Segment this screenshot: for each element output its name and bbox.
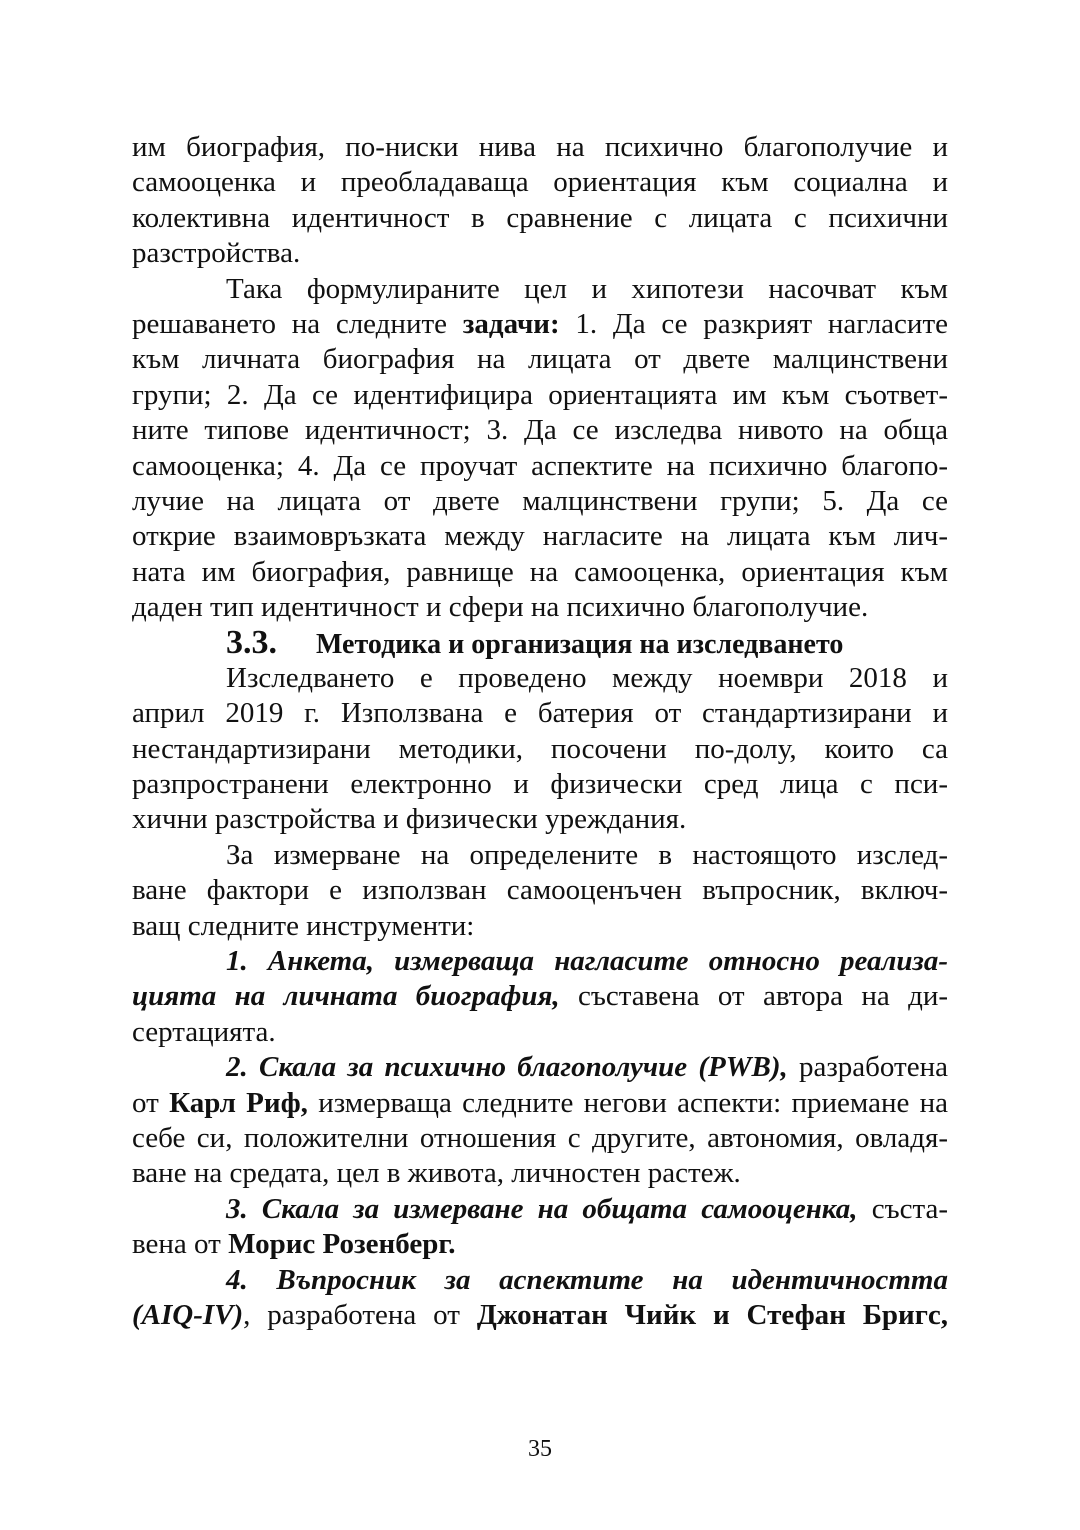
- text-line: самооценка и преобладаваща ориентация към социална и: [132, 166, 948, 199]
- text-line: 4. Въпросник за аспектите на идентичността: [226, 1263, 948, 1296]
- author-name: Карл Риф,: [169, 1086, 308, 1119]
- text-line: [132, 979, 948, 1014]
- page-number: 35: [528, 1436, 552, 1462]
- text-line: сертацията.: [132, 1015, 276, 1048]
- text-line: ване фактори е използван самооценъчен въпросник, включ-: [132, 874, 948, 907]
- text-line: април 2019 г. Използвана е батерия от стандартизирани и: [132, 697, 948, 730]
- bold-term: задачи:: [462, 307, 560, 340]
- text-line: Така формулираните цел и хипотези насочват към: [226, 272, 948, 305]
- paragraph: [132, 1263, 948, 1334]
- paragraph: [132, 944, 948, 1050]
- paragraph: [132, 838, 948, 944]
- text-line: ващ следните инструменти:: [132, 909, 475, 942]
- text-line: лучие на лицата от двете малцинствени групи; 5. Да се: [132, 484, 948, 517]
- text-span: от: [132, 1086, 170, 1119]
- text-line: даден тип идентичност и сфери на психично благополучие.: [132, 591, 869, 624]
- text-line: колективна идентичност в сравнение с лицата с психични: [132, 201, 948, 234]
- text-span: разработена: [787, 1051, 948, 1084]
- paragraph: [132, 1050, 948, 1192]
- text-span: 1. Да се разкрият нагласите: [559, 307, 948, 340]
- text-line: разпространени електронно и физически сред лица с пси-: [132, 768, 948, 801]
- instrument-title: 2. Скала за психично благополучие (PWB),: [226, 1051, 788, 1084]
- text-span: съставена от автора на ди-: [559, 980, 948, 1013]
- text-line: [132, 1227, 948, 1262]
- text-span: измерваща следните негови аспекти: приемане на: [307, 1086, 948, 1119]
- paragraph: [132, 130, 948, 272]
- text-span: вена от: [132, 1228, 229, 1261]
- text-line: групи; 2. Да се идентифицира ориентацията им към съответ-: [132, 378, 948, 411]
- text-line: себе си, положителни отношения с другите, автономия, овладя-: [132, 1121, 948, 1154]
- paragraph: [132, 272, 948, 626]
- text-line: [132, 1298, 948, 1333]
- instrument-abbreviation: (AIQ-IV): [132, 1298, 244, 1331]
- section-title: Методика и организация на изследването: [316, 629, 844, 661]
- document-page: [132, 130, 948, 1333]
- author-name: Джонатан Чийк и Стефан Бригс,: [476, 1298, 948, 1331]
- text-line: [132, 1192, 948, 1227]
- instrument-title: цията на личната биография,: [132, 980, 560, 1013]
- text-line: [132, 1086, 948, 1121]
- text-line: За измерване на определените в настоящото изслед-: [226, 838, 948, 871]
- text-line: разстройства.: [132, 237, 301, 270]
- text-line: 1. Анкета, измерваща нагласите относно реализа-: [226, 944, 948, 977]
- text-line: самооценка; 4. Да се проучат аспектите на психично благопо-: [132, 449, 948, 482]
- text-line: [132, 1050, 948, 1085]
- text-span: решаването на следните: [132, 307, 463, 340]
- text-line: ване на средата, цел в живота, личностен растеж.: [132, 1157, 741, 1190]
- text-line: ната им биография, равнище на самооценка, ориентация към: [132, 555, 948, 588]
- text-line: към личната биография на лицата от двете малцинствени: [132, 343, 948, 376]
- text-line: открие взаимовръзката между нагласите на лицата към лич-: [132, 520, 948, 553]
- paragraph: [132, 661, 948, 838]
- text-span: , разработена от: [243, 1298, 477, 1331]
- text-line: ните типове идентичност; 3. Да се изследва нивото на обща: [132, 414, 948, 447]
- paragraph: [132, 1192, 948, 1263]
- section-number: 3.3.: [226, 624, 277, 662]
- text-line: хични разстройства и физически уреждания.: [132, 803, 687, 836]
- section-heading: [132, 625, 948, 660]
- text-span: съста-: [857, 1192, 948, 1225]
- text-line: им биография, по-ниски нива на психично благополучие и: [132, 131, 948, 163]
- text-line: нестандартизирани методики, посочени по-долу, които са: [132, 732, 948, 765]
- text-line: [132, 307, 948, 342]
- text-line: Изследването е проведено между ноември 2018 и: [226, 661, 948, 694]
- instrument-title: 3. Скала за измерване на общата самооценка,: [226, 1192, 858, 1225]
- author-name: Морис Розенберг.: [228, 1228, 456, 1261]
